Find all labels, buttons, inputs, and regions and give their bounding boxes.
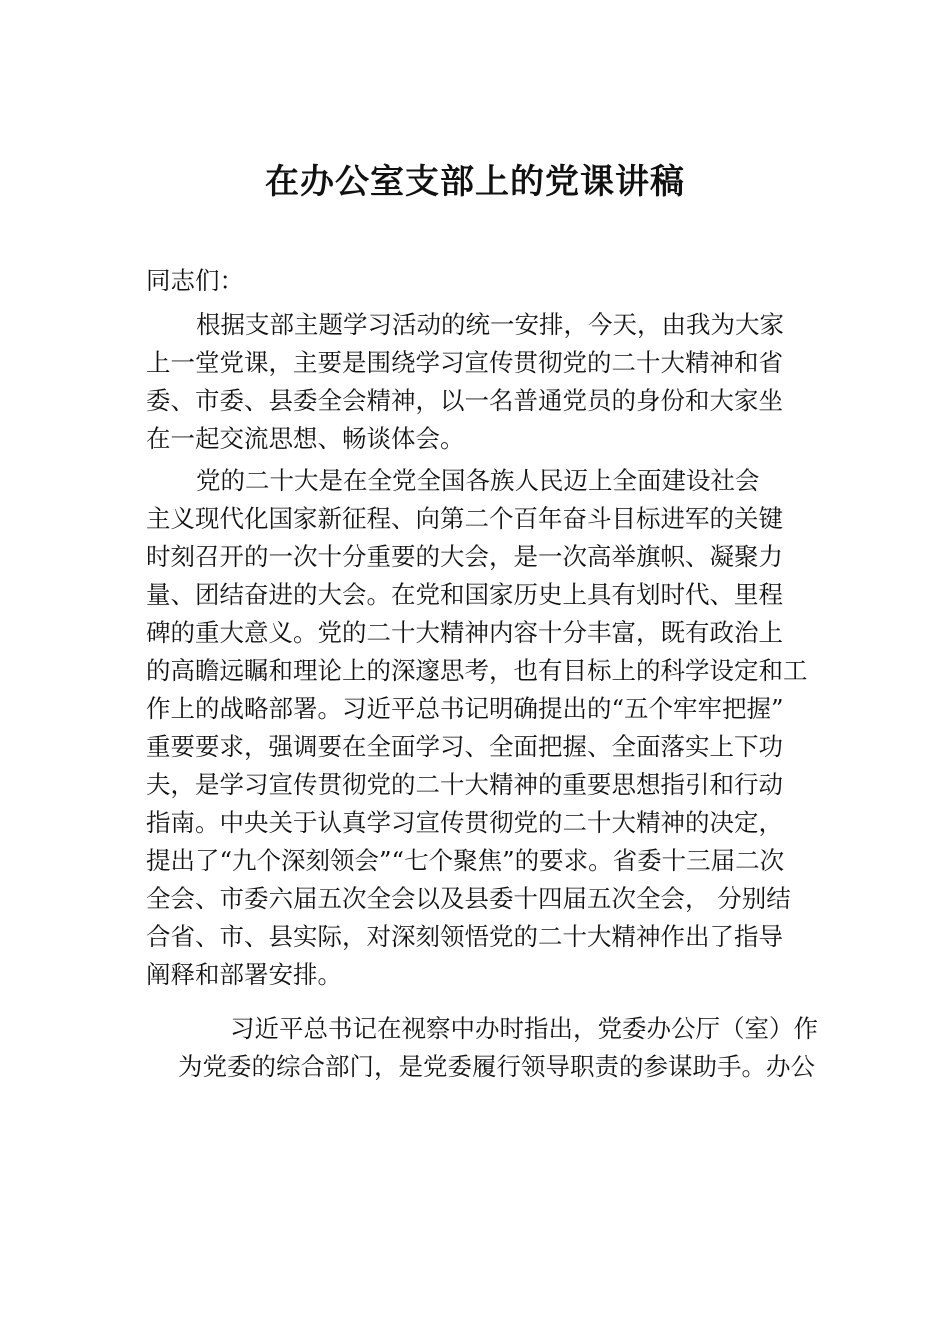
- paragraph-2-line-8: 重要要求，强调要在全面学习、全面把握、全面落实上下功: [146, 732, 783, 761]
- paragraph-2-line-14: 阐释和部署安排。: [146, 960, 342, 989]
- paragraph-2-line-12: 全会、市委六届五次全会以及县委十四届五次全会， 分别结: [146, 884, 791, 913]
- paragraph-2-line-11: 提出了“九个深刻领会”“七个聚焦”的要求。省委十三届二次: [146, 846, 785, 875]
- paragraph-3-line-1: 习近平总书记在视察中办时指出，党委办公厅（室）作: [230, 1014, 818, 1043]
- paragraph-2-line-7: 作上的战略部署。习近平总书记明确提出的“五个牢牢把握”: [146, 694, 784, 723]
- document-title: 在办公室支部上的党课讲稿: [265, 162, 685, 202]
- paragraph-2-line-3: 时刻召开的一次十分重要的大会，是一次高举旗帜、凝聚力: [146, 542, 783, 571]
- paragraph-1-line-2: 上一堂党课，主要是围绕学习宣传贯彻党的二十大精神和省: [146, 348, 783, 377]
- paragraph-2-line-9: 夫，是学习宣传贯彻党的二十大精神的重要思想指引和行动: [146, 770, 783, 799]
- paragraph-2-line-6: 的高瞻远瞩和理论上的深邃思考，也有目标上的科学设定和工: [146, 656, 808, 685]
- paragraph-2-line-2: 主义现代化国家新征程、向第二个百年奋斗目标进军的关键: [146, 504, 783, 533]
- salutation: 同志们：: [146, 266, 244, 295]
- paragraph-1-line-3: 委、市委、县委全会精神，以一名普通党员的身份和大家坐: [146, 386, 783, 415]
- paragraph-3-line-2: 为党委的综合部门，是党委履行领导职责的参谋助手。办公: [178, 1052, 815, 1081]
- paragraph-2-line-10: 指南。中央关于认真学习宣传贯彻党的二十大精神的决定，: [146, 808, 783, 837]
- paragraph-2-line-13: 合省、市、县实际，对深刻领悟党的二十大精神作出了指导: [146, 922, 783, 951]
- paragraph-1-line-4: 在一起交流思想、畅谈体会。: [146, 424, 465, 453]
- paragraph-2-line-1: 党的二十大是在全党全国各族人民迈上全面建设社会: [196, 466, 760, 495]
- paragraph-2-line-4: 量、团结奋进的大会。在党和国家历史上具有划时代、里程: [146, 580, 783, 609]
- paragraph-1-line-1: 根据支部主题学习活动的统一安排，今天，由我为大家: [196, 310, 784, 339]
- paragraph-2-line-5: 碑的重大意义。党的二十大精神内容十分丰富，既有政治上: [146, 618, 783, 647]
